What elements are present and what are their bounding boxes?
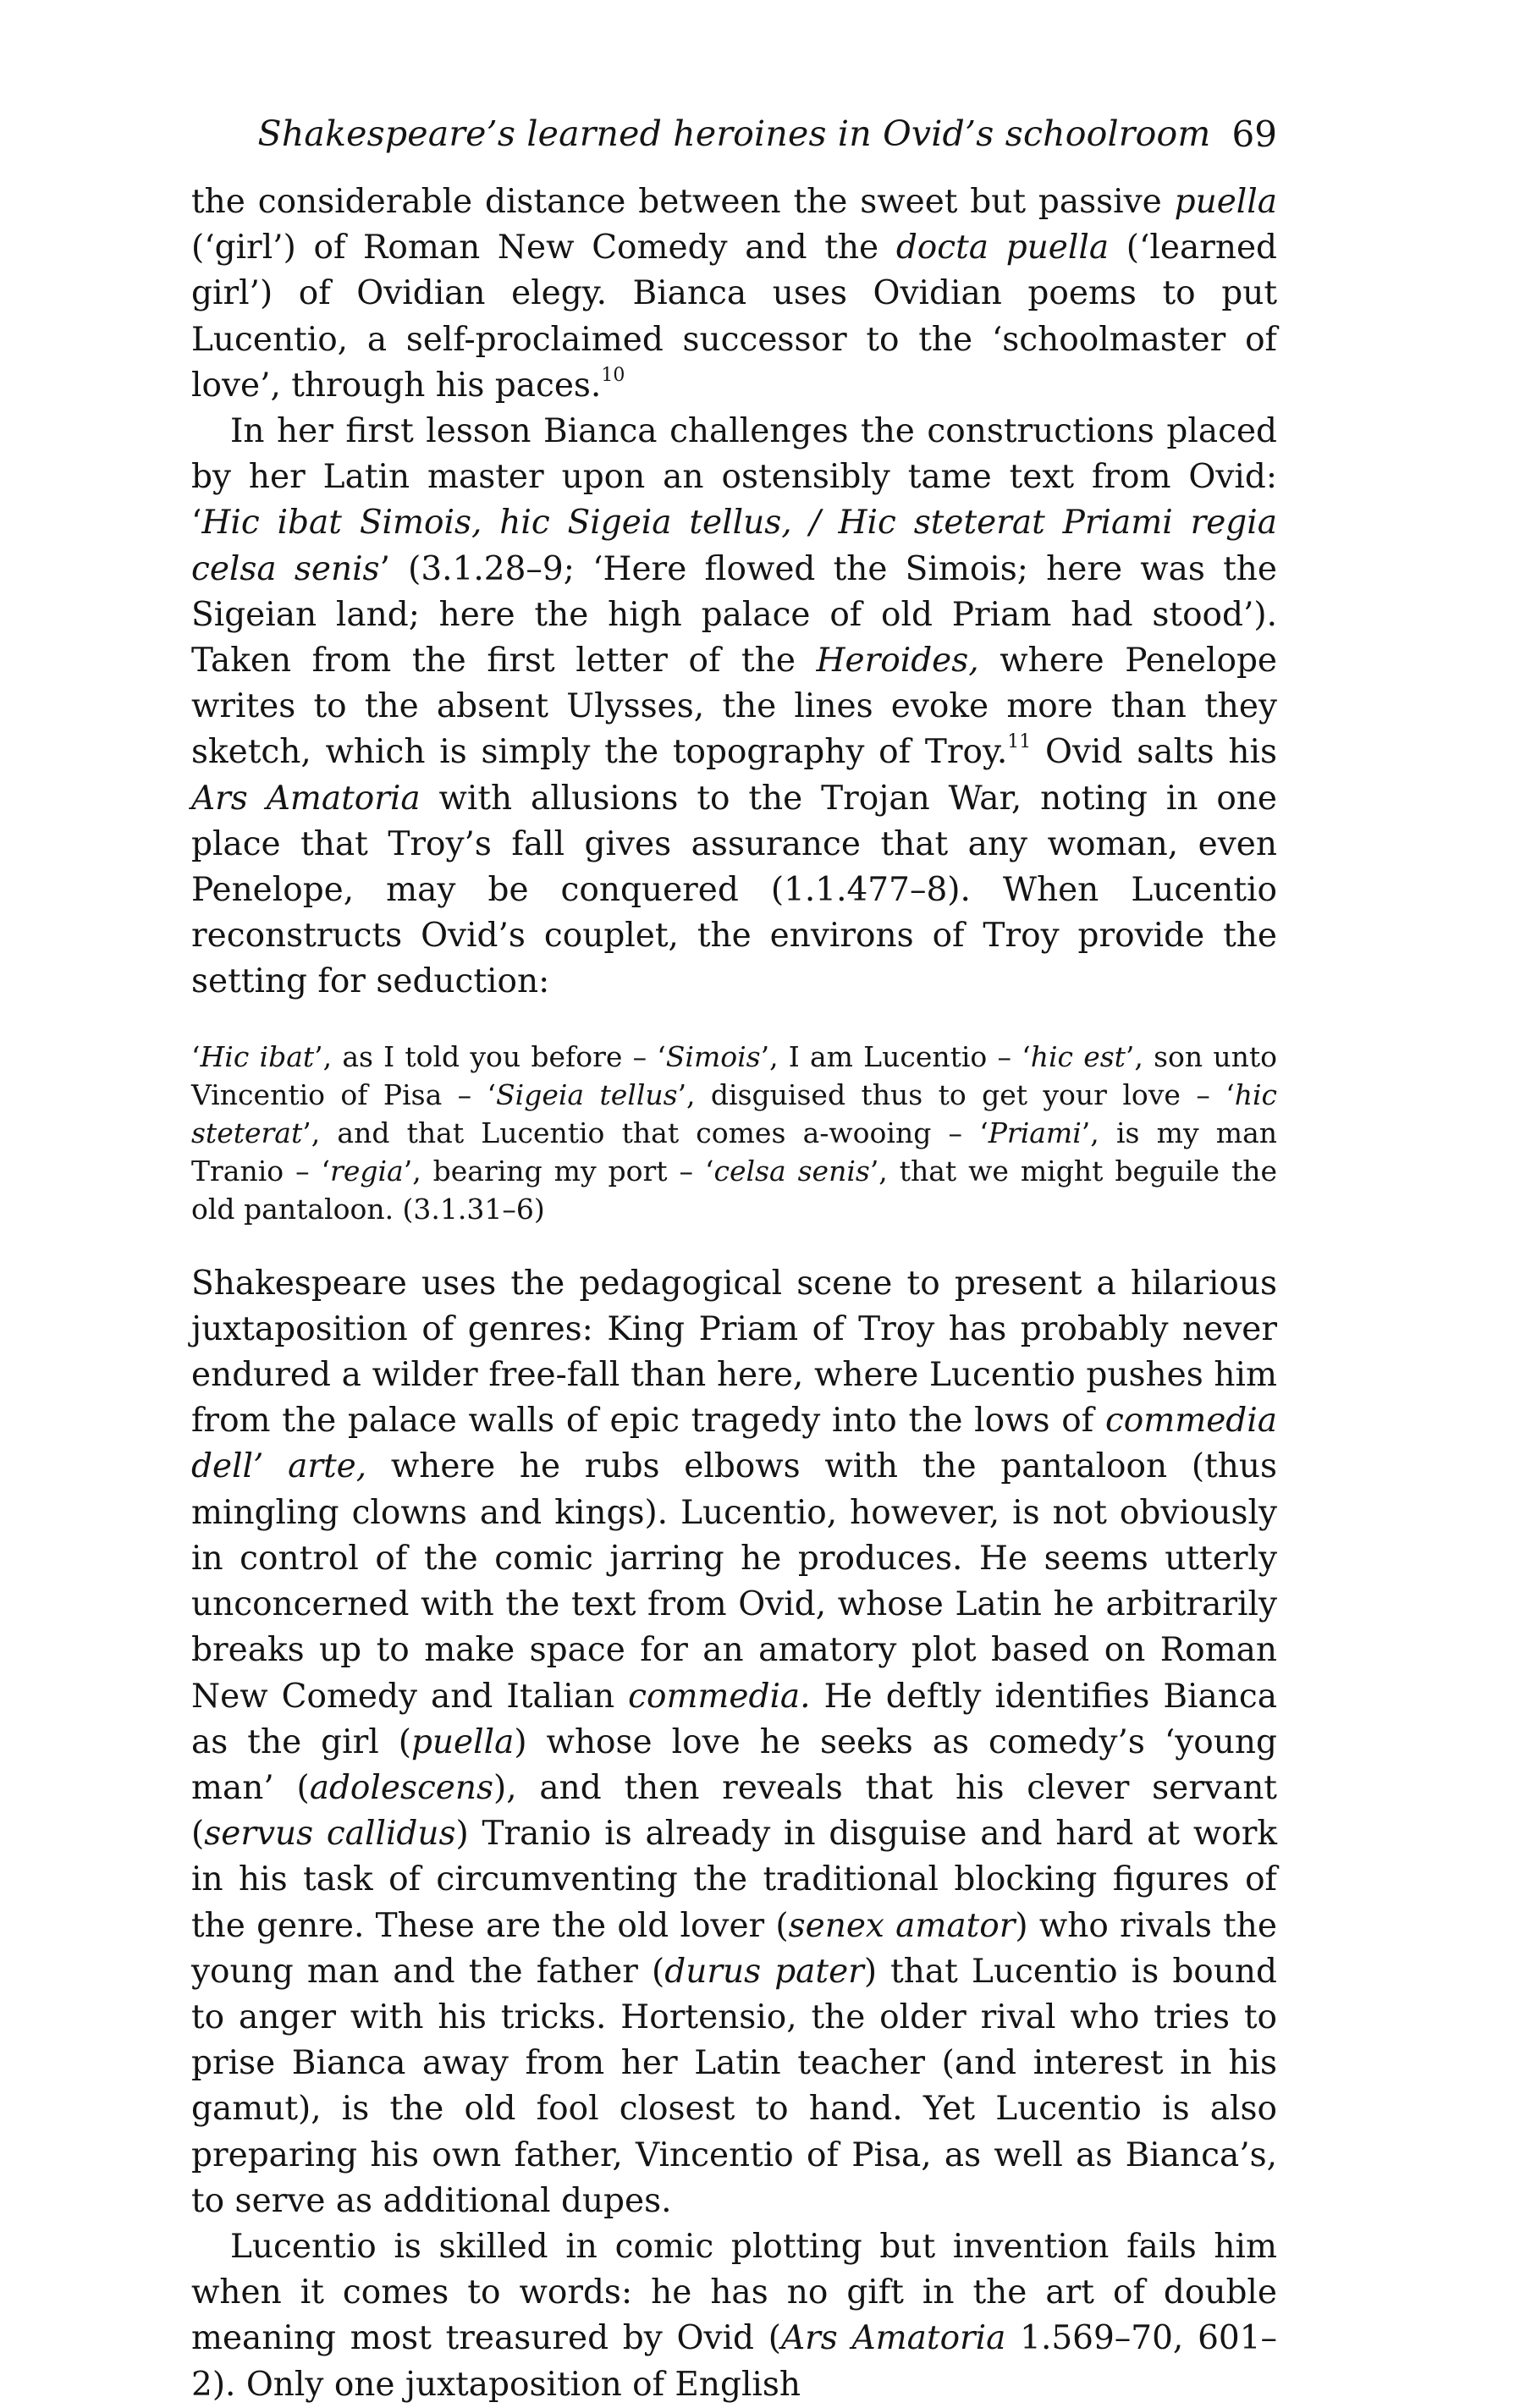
text-run: where he rubs elbows with the pantaloon (thus mingling clowns and kings). Lucentio, however, is not obviously in control of the comic jarring he produces. He seems utterly unconcerned with the text from Ovid, whose Latin he arbitrarily breaks up to make space for an amatory plot based on Roman New Comedy and Italian	[191, 1447, 1277, 1716]
paragraph	[191, 1261, 1277, 2224]
italic-text: Heroides,	[816, 642, 979, 681]
paragraphs-after-quote	[191, 1261, 1277, 2408]
running-head	[191, 108, 1277, 163]
italic-text: docta puella	[895, 229, 1110, 267]
text-run: 1.569–70, 601–2). Only one juxtaposition of English	[191, 2319, 1278, 2404]
running-head-title: Shakespeare’s learned heroines in Ovid’s schoolroom	[257, 113, 1211, 154]
italic-text: Simois	[665, 1039, 761, 1073]
text-run: (‘learned girl’) of Ovidian elegy. Bianca uses Ovidian poems to put Lucentio, a self-proclaimed successor to the ‘schoolmaster of love’, through his paces.	[191, 229, 1277, 405]
text-run: ’, disguised thus to get your love – ‘	[677, 1077, 1235, 1111]
text-run: ’, son unto Vincentio of Pisa – ‘	[191, 1039, 1277, 1111]
text-run: ), and then reveals that his clever servant (	[191, 1768, 1277, 1854]
italic-text: celsa senis	[713, 1154, 870, 1188]
body-text	[191, 179, 1277, 2408]
page-number: 69	[1231, 113, 1277, 155]
italic-text: servus callidus	[204, 1815, 456, 1854]
text-run: He deftly identifies Bianca as the girl (	[191, 1677, 1277, 1761]
italic-text: regia	[330, 1154, 404, 1188]
italic-text: Ars Amatoria	[191, 779, 421, 818]
text-run: ) whose love he seeks as comedy’s ‘young man’ (	[191, 1722, 1277, 1807]
text-run: Lucentio is skilled in comic plotting but invention fails him when it comes to words: he has no gift in the art of double meaning most treasured by Ovid (	[191, 2227, 1277, 2358]
italic-text: Hic ibat	[200, 1039, 315, 1073]
text-run: ’, as I told you before – ‘	[314, 1039, 666, 1073]
paragraph	[191, 2224, 1277, 2408]
text-run: ‘	[191, 1039, 201, 1073]
text-run: In her first lesson Bianca challenges the constructions placed by her Latin master upon an ostensibly tame text from Ovid: ‘	[191, 412, 1277, 543]
italic-text: Sigeia tellus	[496, 1077, 678, 1111]
text-run: ) Tranio is already in disguise and hard at work in his task of circumventing the traditional blocking figures of the genre. These are the old lover (	[191, 1815, 1277, 1945]
italic-text: hic est	[1030, 1039, 1126, 1073]
text-run: ) who rivals the young man and the father (	[191, 1906, 1277, 1991]
italic-text: Priami	[988, 1116, 1082, 1150]
text-run: (‘girl’) of Roman New Comedy and the	[191, 229, 896, 267]
text-run: ’, bearing my port – ‘	[403, 1154, 714, 1188]
text-run: Ovid salts his	[1031, 733, 1278, 772]
italic-text: Hic ibat Simois, hic Sigeia tellus, / Hic steterat Priami regia celsa senis	[191, 504, 1277, 588]
italic-text: commedia dell’ arte,	[191, 1402, 1277, 1486]
italic-text: hic steterat	[191, 1077, 1278, 1150]
paragraph	[191, 409, 1277, 1006]
text-run: ) that Lucentio is bound to anger with his tricks. Hortensio, the older rival who tries to prise Bianca away from her Latin teacher (and interest in his gamut), is the old fool closest to hand. Yet Lucentio is also preparing his own father, Vincentio of Pisa, as well as Bianca’s, to serve as additional dupes.	[191, 1952, 1277, 2220]
italic-text: senex amator	[788, 1906, 1016, 1945]
text-run: Shakespeare uses the pedagogical scene to present a hilarious juxtaposition of genres: King Priam of Troy has probably never endured a wilder free-fall than here, where Lucentio pushes him from the palace walls of epic tragedy into the lows of	[191, 1264, 1277, 1441]
text-run: ’, is my man Tranio – ‘	[191, 1116, 1278, 1188]
footnote-ref: 11	[1007, 731, 1032, 753]
text-run: ’ (3.1.28–9; ‘Here flowed the Simois; here was the Sigeian land; here the high palace of old Priam had stood’). Taken from the first letter of the	[191, 549, 1277, 681]
italic-text: adolescens	[309, 1768, 494, 1807]
paragraphs-before-quote	[191, 179, 1277, 1006]
text-run: where Penelope writes to the absent Ulysses, the lines evoke more than they sketch, which is simply the topography of Troy.	[191, 642, 1277, 772]
text-run: the considerable distance between the sweet but passive	[191, 183, 1175, 221]
italic-text: puella	[410, 1722, 515, 1761]
italic-text: commedia.	[628, 1677, 811, 1716]
text-run: with allusions to the Trojan War, noting in one place that Troy’s fall gives assurance that any woman, even Penelope, may be conquered (1.1.477–8). When Lucentio reconstructs Ovid’s couplet, the environs of Troy provide the setting for seduction:	[191, 779, 1277, 1001]
block-quote	[191, 1038, 1277, 1229]
italic-text: durus pater	[664, 1952, 864, 1991]
footnote-ref: 10	[601, 364, 625, 386]
paragraph	[191, 179, 1277, 409]
text-run: ’, and that Lucentio that comes a-wooing – ‘	[302, 1116, 989, 1150]
text-run: ’, that we might beguile the old pantaloon. (3.1.31–6)	[191, 1154, 1277, 1226]
italic-text: Ars Amatoria	[780, 2319, 1006, 2358]
italic-text: puella	[1174, 183, 1277, 221]
text-run: ’, I am Lucentio – ‘	[760, 1039, 1031, 1073]
